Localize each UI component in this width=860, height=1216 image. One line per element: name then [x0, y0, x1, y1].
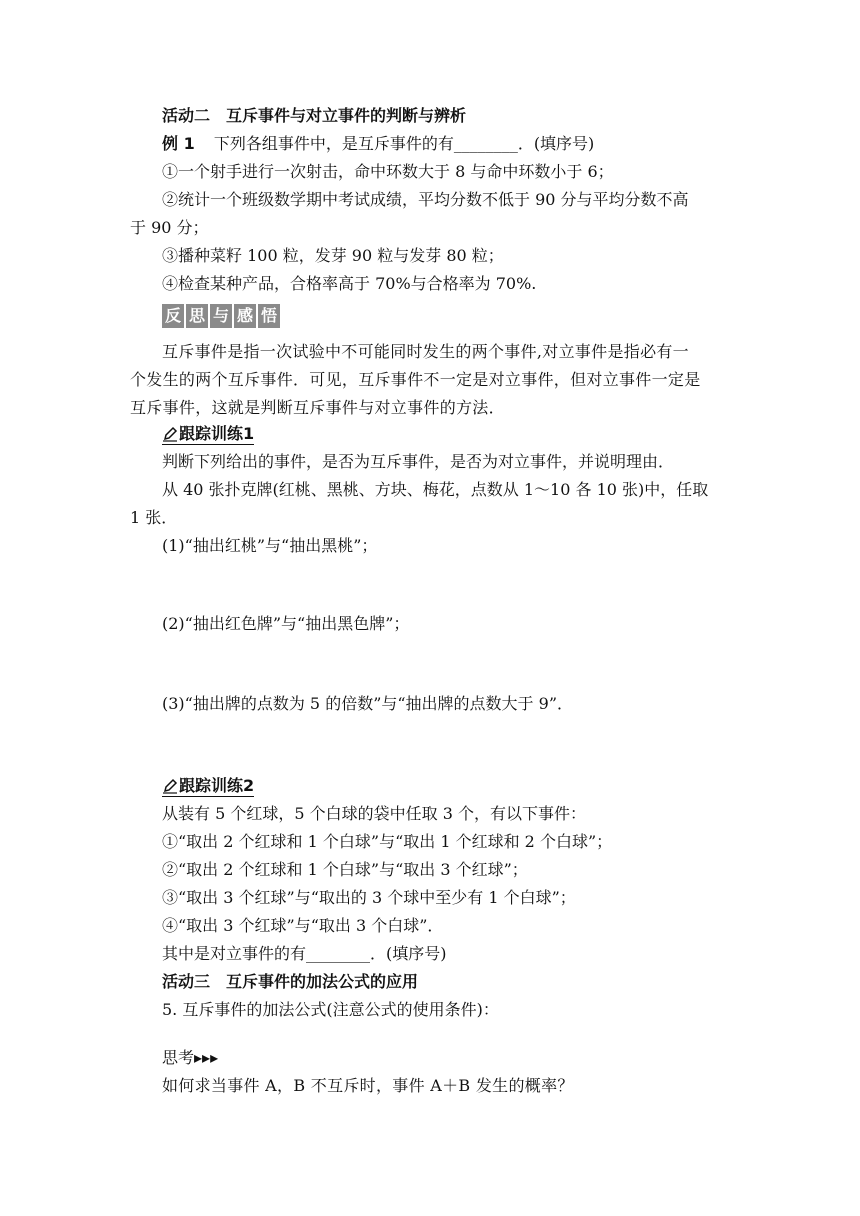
example-item-1: ①一个射手进行一次射击，命中环数大于 8 与命中环数小于 6； [162, 162, 614, 181]
reflection-tag-char: 悟 [258, 304, 280, 328]
reflection-line-3: 互斥事件，这就是判断互斥事件与对立事件的方法． [130, 398, 505, 417]
practice1-q2: (2)“抽出红色牌”与“抽出黑色牌”； [162, 614, 410, 633]
practice2-item-4: ④“取出 3 个红球”与“取出 3 个白球”． [162, 916, 444, 935]
reflection-tag [162, 304, 280, 328]
pencil-icon [162, 778, 178, 794]
reflection-tag-char: 与 [210, 304, 232, 328]
think-label: 思考▸▸▸ [162, 1048, 219, 1067]
example-text: 下列各组事件中，是互斥事件的有________．(填序号) [213, 134, 595, 153]
activity3-heading: 活动三 互斥事件的加法公式的应用 [162, 972, 419, 991]
example-item-2: ②统计一个班级数学期中考试成绩，平均分数不低于 90 分与平均分数不高 [162, 190, 689, 209]
practice2-item-3: ③“取出 3 个红球”与“取出的 3 个球中至少有 1 个白球”； [162, 888, 576, 907]
practice2-title-text: 跟踪训练2 [179, 776, 255, 795]
practice1-desc-2: 1 张． [130, 508, 178, 527]
think-question: 如何求当事件 A，B 不互斥时，事件 A＋B 发生的概率？ [162, 1076, 574, 1095]
reflection-tag-char: 思 [186, 304, 208, 328]
practice1-desc-1: 从 40 张扑克牌(红桃、黑桃、方块、梅花，点数从 1～10 各 10 张)中，任取 [162, 480, 709, 499]
practice2-question: 其中是对立事件的有________．(填序号) [162, 944, 447, 963]
reflection-line-2: 个发生的两个互斥事件．可见，互斥事件不一定是对立事件，但对立事件一定是 [130, 370, 701, 389]
pencil-icon [162, 426, 178, 442]
practice2-intro: 从装有 5 个红球，5 个白球的袋中任取 3 个，有以下事件： [162, 804, 586, 823]
practice1-title [162, 424, 254, 445]
example-item-2-cont: 于 90 分； [130, 218, 209, 237]
practice1-q1: (1)“抽出红桃”与“抽出黑桃”； [162, 536, 378, 555]
practice2-title [162, 776, 254, 797]
practice1-title-text: 跟踪训练1 [179, 424, 255, 443]
example-1 [162, 134, 594, 154]
example-label: 例 1 [162, 134, 195, 153]
example-item-4: ④检查某种产品，合格率高于 70%与合格率为 70%. [162, 274, 537, 293]
practice1-intro: 判断下列给出的事件，是否为互斥事件，是否为对立事件，并说明理由． [162, 452, 675, 471]
practice2-item-1: ①“取出 2 个红球和 1 个白球”与“取出 1 个红球和 2 个白球”； [162, 832, 613, 851]
activity3-item-5: 5. 互斥事件的加法公式(注意公式的使用条件)： [162, 1000, 499, 1019]
reflection-tag-char: 反 [162, 304, 184, 328]
reflection-line-1: 互斥事件是指一次试验中不可能同时发生的两个事件,对立事件是指必有一 [162, 342, 689, 361]
reflection-tag-char: 感 [234, 304, 256, 328]
practice2-item-2: ②“取出 2 个红球和 1 个白球”与“取出 3 个红球”； [162, 860, 528, 879]
practice1-q3: (3)“抽出牌的点数为 5 的倍数”与“抽出牌的点数大于 9”． [162, 694, 574, 713]
activity2-heading: 活动二 互斥事件与对立事件的判断与辨析 [162, 106, 467, 125]
example-item-3: ③播种菜籽 100 粒，发芽 90 粒与发芽 80 粒； [162, 246, 504, 265]
